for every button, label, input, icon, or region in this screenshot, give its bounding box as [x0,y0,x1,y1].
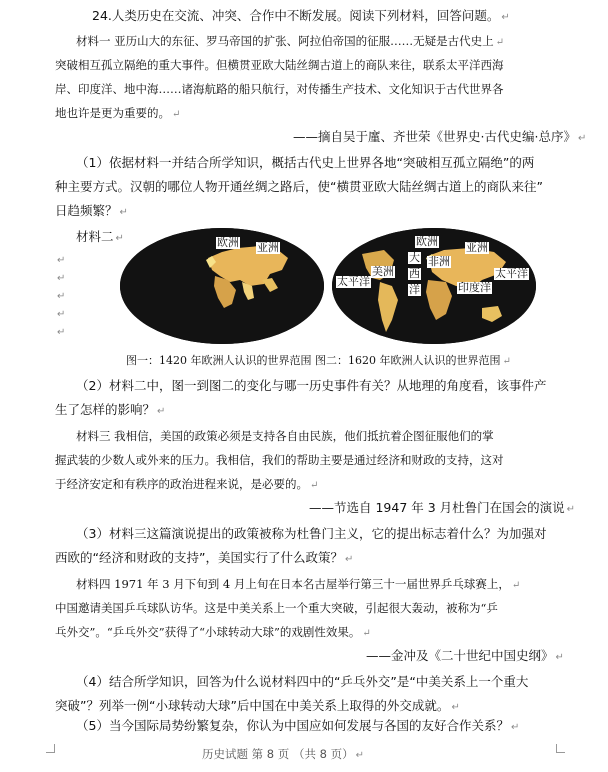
page-footer: 历史试题 第 8 页 （共 8 页） ↵ [202,747,364,761]
material1-line2: 突破相互孤立隔绝的重大事件。但横贯亚欧大陆丝绸古道上的商队来往，联系太平洋西海 [55,58,504,72]
q1-line3: 日趋频繁？ ↵ [55,203,128,218]
material1-line4: 地也许是更为重要的。 ↵ [55,106,181,120]
page-corner-mark [46,744,55,753]
map2-label-atlantic-2: 西 [409,267,420,280]
q3-line2: 西欧的“经济和财政的支持”，美国实行了什么政策？ ↵ [55,550,354,565]
map2-label-atlantic-3: 洋 [409,283,420,296]
map2-label-pacific-left: 太平洋 [337,275,370,288]
q3-line1: （3）材料三这篇演说提出的政策被称为杜鲁门主义，它的提出标志着什么？为加强对 [76,526,547,541]
material3-line1: 材料三 我相信，美国的政策必须是支持各自由民族，他们抵抗着企图征服他们的掌 [76,429,494,443]
map2-label-africa: 非洲 [428,255,450,268]
map2-label-indian-ocean: 印度洋 [458,281,491,294]
q2-line2: 生了怎样的影响？ ↵ [55,402,166,417]
q4-line1: （4）结合所学知识，回答为什么说材料四中的“乒乓外交”是“中美关系上一个重大 [76,674,529,689]
material1-line1: 材料一 亚历山大的东征、罗马帝国的扩张、阿拉伯帝国的征服……无疑是古代史上 ↵ [76,34,505,48]
material4-source: ——金冲及《二十世纪中国史纲》 ↵ [366,648,564,663]
map2-label-atlantic-1: 大 [409,251,420,264]
map2-label-americas: 美洲 [372,265,394,278]
map2-label-europe: 欧洲 [416,235,438,248]
map-caption: 图一：1420 年欧洲人认识的世界范围 图二：1620 年欧洲人认识的世界范围 ↵ [126,354,511,367]
para-mark: ↵ [57,291,66,302]
map2-label-asia: 亚洲 [466,241,488,254]
material3-line2: 握武装的少数人或外来的压力。我相信，我们的帮助主要是通过经济和财政的支持，这对 [55,453,504,467]
para-mark: ↵ [57,309,66,320]
q2-line1: （2）材料二中，图一到图二的变化与哪一历史事件有关？从地理的角度看，该事件产 [76,378,547,393]
material4-line1: 材料四 1971 年 3 月下旬到 4 月上旬在日本名古屋举行第三十一届世界乒乓球赛上， ↵ [76,577,521,591]
q1-line2: 种主要方式。汉朝的哪位人物开通丝绸之路后，使“横贯亚欧大陆丝绸古道上的商队来往” [55,179,543,194]
material1-source: ——摘自吴于廑、齐世荣《世界史·古代史编·总序》 ↵ [293,129,587,144]
para-mark: ↵ [57,273,66,284]
q1-line1: （1）依据材料一并结合所学知识，概括古代史上世界各地“突破相互孤立隔绝”的两 [76,155,535,170]
map1-label-asia: 亚洲 [257,241,279,254]
material1-line3: 岸、印度洋、地中海……诸海航路的船只航行，对传播生产技术、文化知识于古代世界各 [55,82,504,96]
para-mark: ↵ [57,255,66,266]
page-corner-mark [556,744,565,753]
material2-label: 材料二 ↵ [76,229,124,244]
material4-line2: 中国邀请美国乒乓球队访华。这是中美关系上一个重大突破，引起很大轰动，被称为“乒 [55,601,498,615]
material3-source: ——节选自 1947 年 3 月杜鲁门在国会的演说 ↵ [309,500,576,515]
map1-label-europe: 欧洲 [217,236,239,249]
para-mark: ↵ [57,327,66,338]
material3-line3: 于经济安定和有秩序的政治进程来说，是必要的。 ↵ [55,477,319,491]
q4-line2: 突破”？列举一例“小球转动大球”后中国在中美关系上取得的外交成就。 ↵ [55,698,460,713]
q5-line: （5）当今国际局势纷繁复杂，你认为中国应如何发展与各国的友好合作关系？ ↵ [76,718,520,733]
material4-line3: 乓外交”。“乒乓外交”获得了“小球转动大球”的戏剧性效果。 ↵ [55,625,371,639]
map2-label-pacific-right: 太平洋 [495,267,528,280]
question-title: 24.人类历史在交流、冲突、合作中不断发展。阅读下列材料，回答问题。 ↵ [92,8,510,23]
